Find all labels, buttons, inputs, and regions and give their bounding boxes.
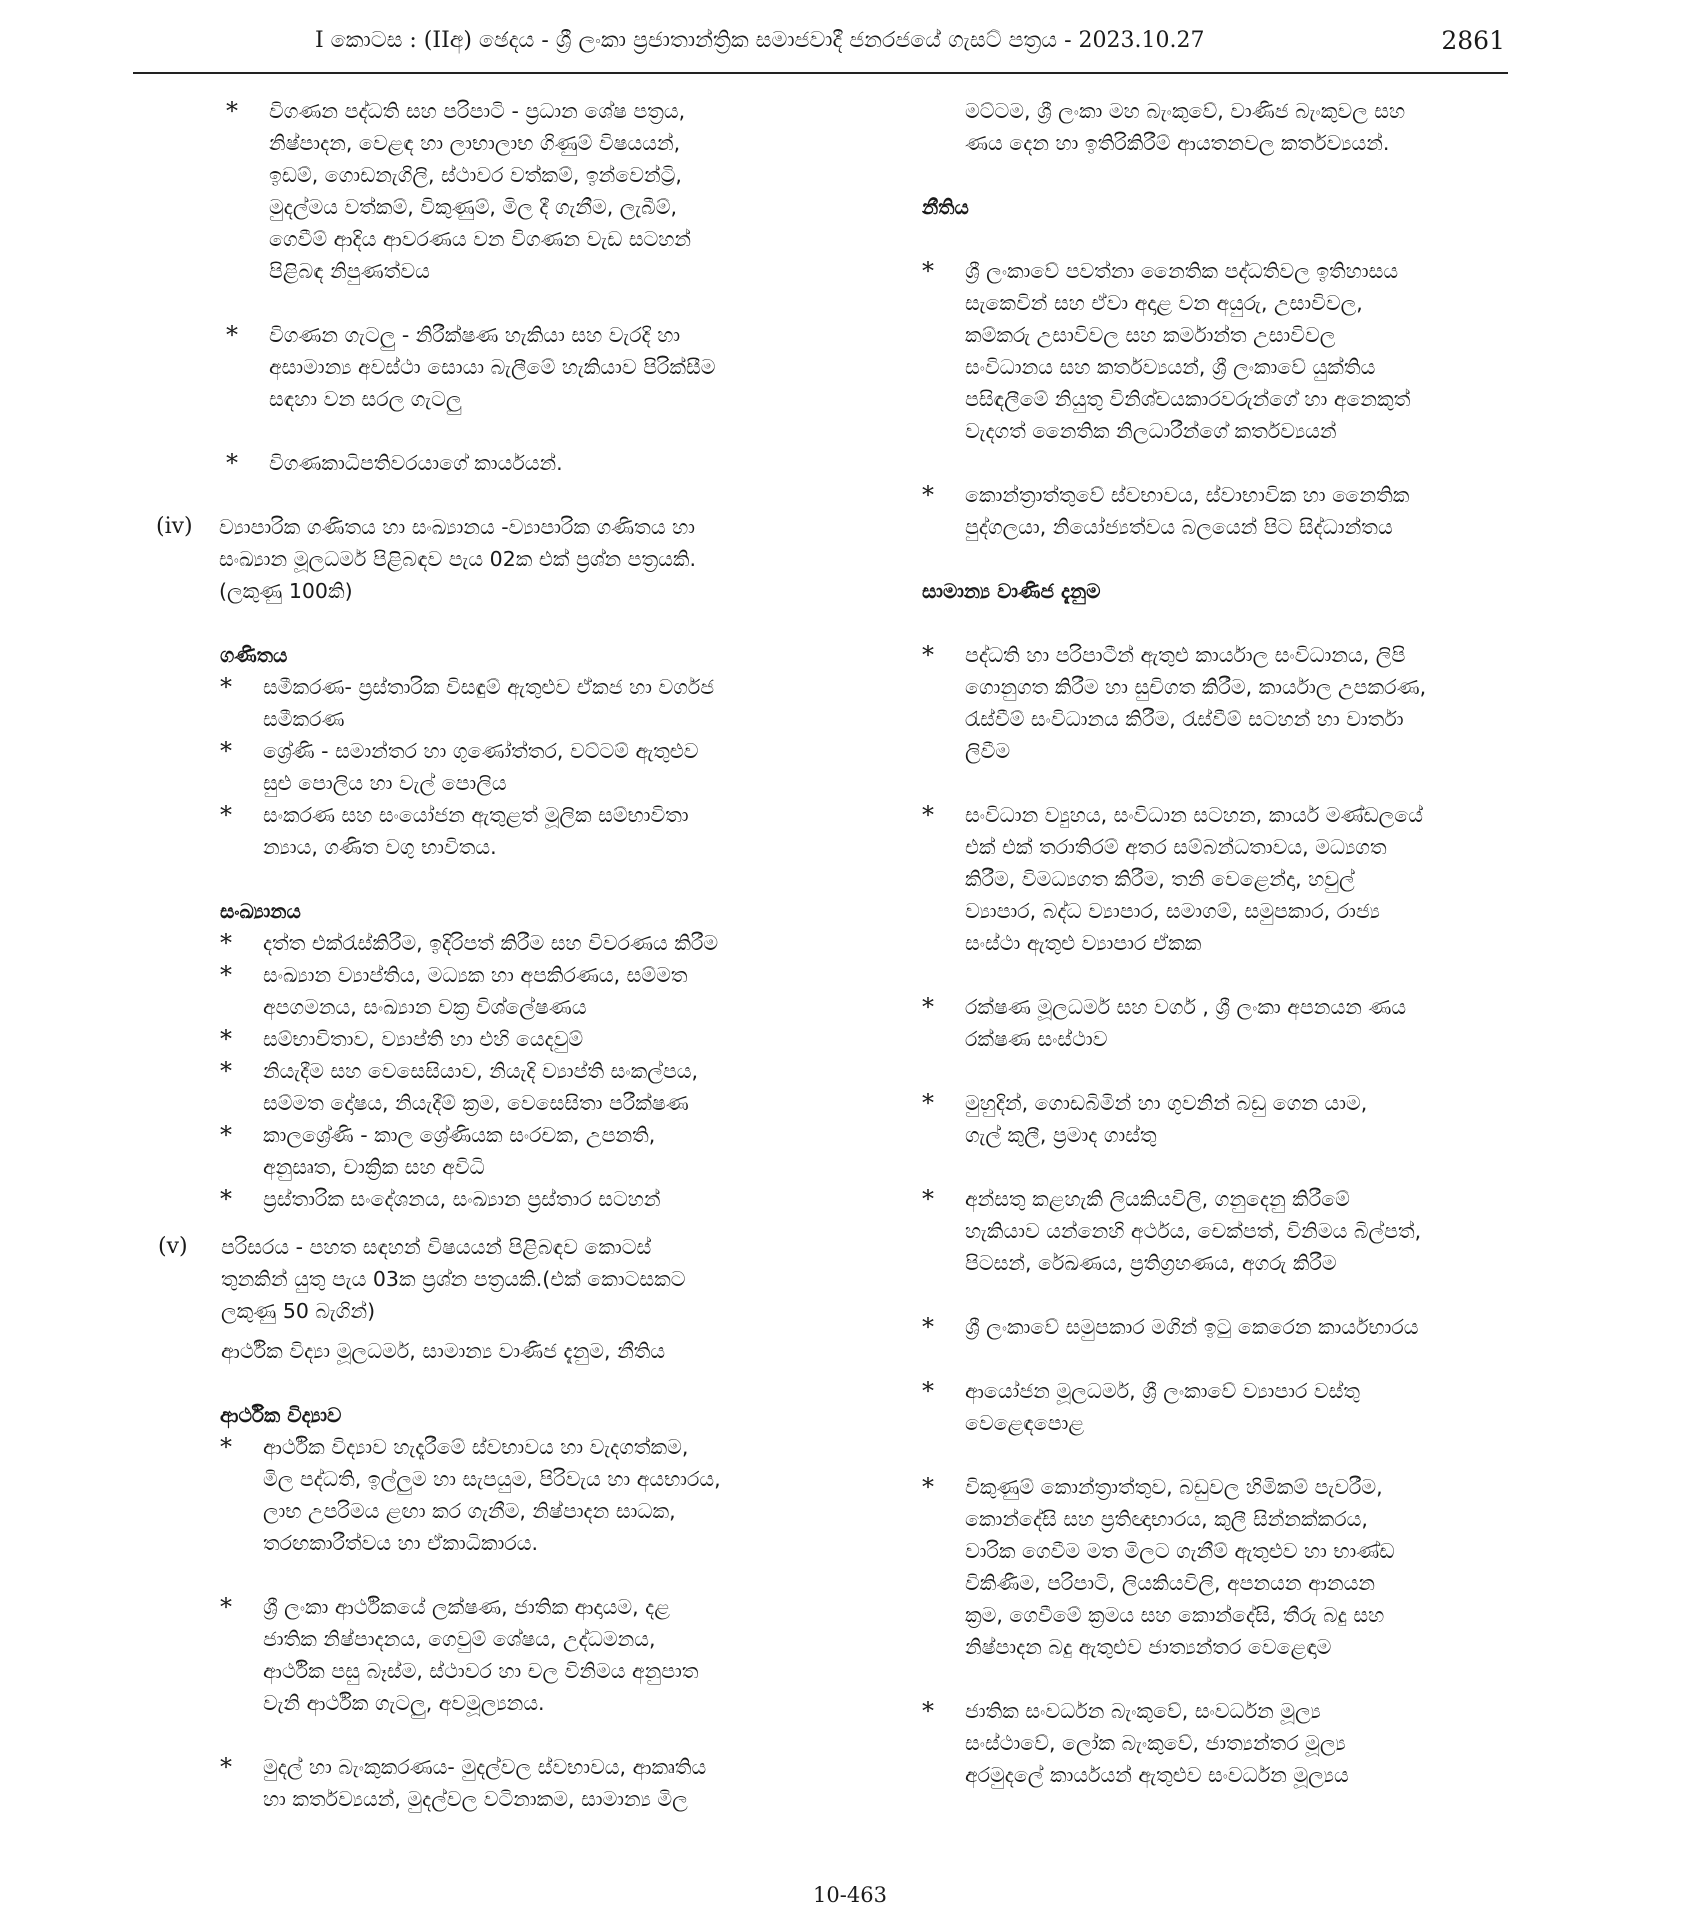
text-line: ආයෝජන මූලධර්ම, ශ්‍රී ලංකාවේ ව්‍යාපාර වස්තු	[965, 1379, 1361, 1403]
text-line: කොන්ත්‍රාත්තුවේ ස්වභාවය, ස්වාභාවික හා නෛතික	[965, 483, 1410, 507]
bullet-item	[922, 1471, 1508, 1663]
text-line: සමීකරණ- ප්‍රස්තාරික විසඳුම් ඇතුළුව ඒකජ හා වර්ගජ	[263, 675, 715, 699]
continuation-text	[922, 95, 1508, 159]
text-line: සංඛ්‍යාන මූලධර්ම පිළිබඳව පැය 02ක එක් ප්‍රශ්න පත්‍රයකි.	[219, 547, 697, 571]
bullet-item	[922, 639, 1508, 767]
asterisk-bullet-icon: *	[922, 257, 934, 285]
bullet-text	[263, 1055, 808, 1119]
text-line: ලාභ උපරිමය ළඟා කර ගැනීම, නිෂ්පාදන සාධක,	[263, 1499, 676, 1523]
text-line: කම්කරු උසාවිවල සහ කර්මාන්ත උසාවිවල	[965, 323, 1336, 347]
item-v	[158, 1231, 808, 1367]
bullet-text	[965, 991, 1508, 1055]
asterisk-bullet-icon: *	[220, 1057, 232, 1085]
bullet-item	[922, 799, 1508, 959]
text-line: සුළු පොලිය හා වැල් පොලිය	[263, 771, 507, 795]
asterisk-bullet-icon: *	[226, 97, 238, 125]
asterisk-bullet-icon: *	[922, 1185, 934, 1213]
asterisk-bullet-icon: *	[922, 481, 934, 509]
text-line: සංවිධානය සහ කර්තව්‍යයන්, ශ්‍රී ලංකාවේ යුක්තිය	[965, 355, 1376, 379]
bullet-item	[922, 255, 1508, 447]
left-column	[158, 95, 808, 1815]
text-line: සංඛ්‍යාන ව්‍යාප්තිය, මධ්‍යක හා අපකිරණය, සම්මත	[263, 963, 688, 987]
text-line: මට්ටම, ශ්‍රී ලංකා මහ බැංකුවේ, වාණිජ බැංකුවල සහ	[965, 99, 1406, 123]
text-line: සමීකරණ	[263, 707, 345, 731]
text-line: පද්ධති හා පරිපාටීන් ඇතුළු කාර්යාල සංවිධානය, ලිපි	[965, 643, 1406, 667]
text-line: රැස්වීම් සංවිධානය කිරීම, රැස්වීම් සටහන් හා වාර්තා	[965, 707, 1404, 731]
law-section	[922, 191, 1508, 543]
asterisk-bullet-icon: *	[220, 1025, 232, 1053]
asterisk-bullet-icon: *	[220, 1121, 232, 1149]
text-line: පරිසරය - පහත සඳහන් විෂයයන් පිළිබඳව කොටස්	[221, 1235, 652, 1259]
text-line: නියැදීම සහ වෙසෙසියාව, නියැදි ව්‍යාප්ති සංකල්පය,	[263, 1059, 699, 1083]
asterisk-bullet-icon: *	[922, 1473, 934, 1501]
numbered-item	[156, 511, 808, 607]
page-number: 2861	[1441, 26, 1505, 55]
bullet-text	[965, 479, 1508, 543]
text-line: න්‍යාය, ගණිත වගු භාවිතය.	[263, 835, 497, 859]
asterisk-bullet-icon: *	[220, 1593, 232, 1621]
numbered-item	[158, 1231, 808, 1327]
text-line: පසිඳලීමේ නියුතු විනිශ්චයකාරවරුන්ගේ හා අනෙකුත්	[965, 387, 1411, 411]
text-line: මිල පද්ධති, ඉල්ලුම හා සැපයුම, පිරිවැය හා අයභාරය,	[263, 1467, 721, 1491]
statistics-section	[158, 895, 808, 1215]
item-iv	[156, 511, 808, 607]
asterisk-bullet-icon: *	[922, 1313, 934, 1341]
item-number: (iv)	[156, 514, 193, 539]
text-line: හැකියාව යන්නෙහි අර්ථය, චෙක්පත්, විනිමය බිල්පත්,	[965, 1219, 1422, 1243]
bullet-item	[158, 447, 808, 479]
bullet-item	[158, 959, 808, 1023]
asterisk-bullet-icon: *	[226, 321, 238, 349]
bullet-item	[158, 927, 808, 959]
asterisk-bullet-icon: *	[220, 673, 232, 701]
asterisk-bullet-icon: *	[220, 737, 232, 765]
bullet-text	[965, 1471, 1508, 1663]
section-heading: ගණිතය	[220, 643, 288, 667]
text-line: හා කර්තව්‍යයන්, මුදල්වල වටිනාකම, සාමාන්‍ය මිල	[263, 1787, 688, 1811]
asterisk-bullet-icon: *	[226, 449, 238, 477]
bullet-item	[922, 991, 1508, 1055]
asterisk-bullet-icon: *	[922, 1089, 934, 1117]
text-line: තරඟකාරීත්වය හා ඒකාධිකාරය.	[263, 1531, 538, 1555]
text-line: අරමුදලේ කාර්යයන් ඇතුළුව සංවර්ධන මූල්‍යය	[965, 1763, 1349, 1787]
text-line: ලිවීම	[965, 739, 1011, 763]
asterisk-bullet-icon: *	[922, 993, 934, 1021]
bullet-text	[263, 1591, 808, 1719]
page-header	[135, 20, 1505, 76]
text-line: අසාමාන්‍ය අවස්ථා සොයා බැලීමේ හැකියාව පිරික්සීම	[269, 355, 716, 379]
text-line: විගණන ගැටලු - නිරීක්ෂණ හැකියා සහ වැරදි හා	[269, 323, 681, 347]
text-line: විගණකාධිපතිවරයාගේ කාර්යයන්.	[269, 451, 563, 475]
text-line: ශ්‍රී ලංකාවේ සමුපකාර මගින් ඉටු කෙරෙන කාර්යභාරය	[965, 1315, 1419, 1339]
bullet-item	[158, 1183, 808, 1215]
bullet-text	[269, 95, 808, 287]
text-line: වැදගත් නෛතික නිලධාරීන්ගේ කර්තව්‍යයන්	[965, 419, 1337, 443]
text-line: වෙළෙඳපොළ	[965, 1411, 1084, 1435]
text-line: වැනි ආර්ථික ගැටලු, අවමූල්‍යනය.	[263, 1691, 545, 1715]
bullet-text	[263, 1023, 808, 1055]
bullet-text	[965, 1375, 1508, 1439]
text-line: ශ්‍රී ලංකා ආර්ථිකයේ ලක්ෂණ, ජාතික ආදායම, දළ	[263, 1595, 670, 1619]
bullet-item	[922, 1311, 1508, 1343]
bullet-text	[965, 255, 1508, 447]
asterisk-bullet-icon: *	[220, 801, 232, 829]
section-heading: නීතිය	[922, 195, 969, 219]
section-heading: ආර්ථික විද්‍යාව	[220, 1403, 342, 1427]
text-line: නිෂ්පාදන බදු ඇතුළුව ජාත්‍යන්තර වෙළෙඳාම	[965, 1635, 1332, 1659]
text-line: සංකරණ සහ සංයෝජන ඇතුළත් මූලික සම්භාවිතා	[263, 803, 689, 827]
item-text	[219, 511, 696, 607]
text-line: පිටසන්, රේඛණය, ප්‍රතිග්‍රහණය, අගරු කිරීම	[965, 1251, 1337, 1275]
asterisk-bullet-icon: *	[220, 1433, 232, 1461]
text-line: ප්‍රස්තාරික සංදේශනය, සංඛ්‍යාන ප්‍රස්තාර සටහන්	[263, 1187, 661, 1211]
text-line: ඉඩම්, ගොඩනැගිලි, ස්ථාවර වත්කම්, ඉන්වෙන්ට්‍රි,	[269, 163, 682, 187]
bullet-text	[263, 1431, 808, 1559]
asterisk-bullet-icon: *	[922, 641, 934, 669]
text-line: අන්සතු කළහැකි ලියකියවිලි, ගනුදෙනු කිරීමේ	[965, 1187, 1350, 1211]
text-line: ජාතික සංවර්ධන බැංකුවේ, සංවර්ධන මූල්‍ය	[965, 1699, 1321, 1723]
text-line: සංස්ථා ඇතුළු ව්‍යාපාර ඒකක	[965, 931, 1202, 955]
commerce-section	[922, 575, 1508, 1791]
bullet-text	[263, 1119, 808, 1183]
right-column	[922, 95, 1508, 1791]
text-line: සංවිධාන ව්‍යුහය, සංවිධාන සටහන, කාර්ය මණ්ඩලයේ	[965, 803, 1424, 827]
text-line: ව්‍යාපාරික ගණිතය හා සංඛ්‍යානය -ව්‍යාපාරික ගණිතය හා	[219, 515, 695, 539]
bullet-text	[965, 1695, 1508, 1791]
bullet-item	[158, 1751, 808, 1815]
bullet-text	[263, 799, 808, 863]
asterisk-bullet-icon: *	[220, 961, 232, 989]
text-line: මුදල් හා බැංකුකරණය- මුදල්වල ස්වභාවය, ආකෘතිය	[263, 1755, 707, 1779]
asterisk-bullet-icon: *	[220, 929, 232, 957]
bullet-text	[263, 671, 808, 735]
text-line: වාරික ගෙවීම මත මිලට ගැනීම් ඇතුළුව හා භාණ්ඩ	[965, 1539, 1395, 1563]
bullet-item	[922, 1375, 1508, 1439]
text-line: මුදල්මය වත්කම්, විකුණුම්, මිල දී ගැනීම, ලැබීම්,	[269, 195, 678, 219]
text-line: සඳහා වන සරල ගැටලු	[269, 387, 462, 411]
item-number: (v)	[158, 1234, 188, 1259]
text-line: විගණන පද්ධති සහ පරිපාටි - ප්‍රධාන ශේෂ පත්‍රය,	[269, 99, 686, 123]
text-line: සංස්ථාවේ, ලෝක බැංකුවේ, ජාත්‍යන්තර මූල්‍ය	[965, 1731, 1346, 1755]
maths-section	[158, 639, 808, 863]
bullet-item	[158, 1023, 808, 1055]
asterisk-bullet-icon: *	[922, 1697, 934, 1725]
footer-code: 10-463	[813, 1883, 887, 1907]
text-line: කාලශ්‍රේණි - කාල ශ්‍රේණියක සංරචක, උපනති,	[263, 1123, 656, 1147]
bullet-text	[263, 927, 808, 959]
gazette-header-title: I කොටස : (IIඅ) ඡෙදය - ශ්‍රී ලංකා ප්‍රජාතාන්ත්‍රික සමාජවාදී ජනරජයේ ගැසට් පත්‍රය - 2023.10.27	[315, 28, 1205, 53]
asterisk-bullet-icon: *	[220, 1185, 232, 1213]
text-line: කිරීම, විමධ්‍යගත කිරීම, තනි වෙළෙන්දා, හවුල්	[965, 867, 1355, 891]
bullet-text	[965, 1183, 1508, 1279]
bullet-item	[158, 1431, 808, 1559]
asterisk-bullet-icon: *	[922, 1377, 934, 1405]
text-line: රක්ෂණ මූලධර්ම සහ වර්ග , ශ්‍රී ලංකා අපනයන ණය	[965, 995, 1407, 1019]
text-line: සම්භාවිතාව, ව්‍යාප්ති හා එහි යෙදවුම්	[263, 1027, 584, 1051]
text-line: රක්ෂණ සංස්ථාව	[965, 1027, 1108, 1051]
text-line: දත්ත එක්රැස්කිරීම, ඉදිරිපත් කිරීම සහ විවරණය කිරීම	[263, 931, 719, 955]
header-rule	[133, 72, 1508, 74]
bullet-item	[158, 319, 808, 415]
text-line: කොන්දේසි සහ ප්‍රතිඥාභාරය, කුලී සින්නක්කරය,	[965, 1507, 1368, 1531]
text-line: විකිණීම, පරිපාටි, ලියකියවිලි, අපනයන ආනයන	[965, 1571, 1376, 1595]
text-line: සැකෙවින් සහ ඒවා අදාළ වන අයුරු, උසාවිවල,	[965, 291, 1363, 315]
text-line: තුනකින් යුතු පැය 03ක ප්‍රශ්න පත්‍රයකි.(එක් කොටසකට	[221, 1267, 686, 1291]
text-line: ජාතික නිෂ්පාදනය, ගෙවුම් ශේෂය, උද්ධමනය,	[263, 1627, 656, 1651]
bullet-item	[158, 95, 808, 287]
bullet-text	[269, 319, 808, 415]
text-line: නිෂ්පාදන, වෙළඳ හා ලාභාලාභ ගිණුම් විෂයයන්,	[269, 131, 681, 155]
economics-section	[158, 1399, 808, 1815]
bullet-item	[158, 735, 808, 799]
text-line: ව්‍යාපාර, බද්ධ ව්‍යාපාර, සමාගම්, සමුපකාර, රාජ්‍ය	[965, 899, 1380, 923]
text-line: එක් එක් තරාතිරම් අතර සම්බන්ධතාවය, මධ්‍යගත	[965, 835, 1387, 859]
text-line: ශ්‍රී ලංකාවේ පවත්නා නෛතික පද්ධතිවල ඉතිහාසය	[965, 259, 1399, 283]
item-text	[221, 1231, 685, 1327]
text-line: ලකුණු 50 බැගින්)	[221, 1299, 376, 1323]
bullet-item	[922, 479, 1508, 543]
text-line: පිළිබඳ නිපුණත්වය	[269, 259, 430, 283]
text-line: (ලකුණු 100කි)	[219, 579, 353, 603]
text-line: පුද්ගලයා, නියෝජ්‍යත්වය බලයෙන් පිට සිද්ධාන්තය	[965, 515, 1393, 539]
text-line: ශ්‍රේණි - සමාන්තර හා ගුණෝත්තර, වට්ටම් ඇතුළුව	[263, 739, 699, 763]
text-line: ආර්ථික විද්‍යාව හැදෑරීමේ ස්වභාවය හා වැදගත්කම,	[263, 1435, 689, 1459]
section-heading: සාමාන්‍ය වාණිජ දැනුම	[922, 579, 1101, 603]
bullet-text	[263, 959, 808, 1023]
bullet-item	[922, 1183, 1508, 1279]
text-line: අපගමනය, සංඛ්‍යාන වක්‍ර විශ්ලේෂණය	[263, 995, 587, 1019]
bullet-text	[263, 1183, 808, 1215]
bullet-text	[965, 799, 1508, 959]
bullet-item	[158, 1591, 808, 1719]
section-heading: සංඛ්‍යානය	[220, 899, 301, 923]
asterisk-bullet-icon: *	[220, 1753, 232, 1781]
text-line: ආර්ථික පසු බෑස්ම, ස්ථාවර හා චල විනිමය අනුපාත	[263, 1659, 699, 1683]
bullet-text	[965, 1087, 1508, 1151]
text-line: අනුසෘත, චාක්‍රික සහ අවිධි	[263, 1155, 485, 1179]
text-line: ගැල් කුලී, ප්‍රමාද ගාස්තු	[965, 1123, 1157, 1147]
asterisk-bullet-icon: *	[922, 801, 934, 829]
bullet-text	[263, 735, 808, 799]
bullet-text	[263, 1751, 808, 1815]
bullet-item	[158, 671, 808, 735]
text-line: සම්මත දෝෂය, නියැදීම් ක්‍රම, වෙසෙසිතා පරීක්ෂණ	[263, 1091, 689, 1115]
text-line: ගොනුගත කිරීම හා සුචිගත කිරීම, කාර්යාල උපකරණ,	[965, 675, 1427, 699]
bullet-item	[158, 1055, 808, 1119]
text-line: ණය දෙන හා ඉතිරිකිරීම් ආයතනවල කර්තව්‍යයන්.	[965, 131, 1390, 155]
subjects-line: ආර්ථික විද්‍යා මූලධර්ම, සාමාන්‍ය වාණිජ දැනුම, නීතිය	[221, 1339, 666, 1363]
bullet-item	[158, 1119, 808, 1183]
text-line: විකුණුම් කොන්ත්‍රාත්තුව, බඩුවල හිමිකම් පැවරීම,	[965, 1475, 1383, 1499]
bullet-text	[269, 447, 808, 479]
text-line: ගෙවීම් ආදිය ආවරණය වන විගණන වැඩ සටහන්	[269, 227, 692, 251]
bullet-item	[922, 1695, 1508, 1791]
bullet-text	[965, 1311, 1508, 1343]
bullet-text	[965, 639, 1508, 767]
accounting-bullets	[158, 95, 808, 479]
bullet-item	[158, 799, 808, 863]
bullet-item	[922, 1087, 1508, 1151]
text-line: මුහුදින්, ගොඩබිමින් හා ගුවනින් බඩු ගෙන යාම,	[965, 1091, 1368, 1115]
text-line: ක්‍රම, ගෙවීමේ ක්‍රමය සහ කොන්දේසි, තීරු බදු සහ	[965, 1603, 1385, 1627]
